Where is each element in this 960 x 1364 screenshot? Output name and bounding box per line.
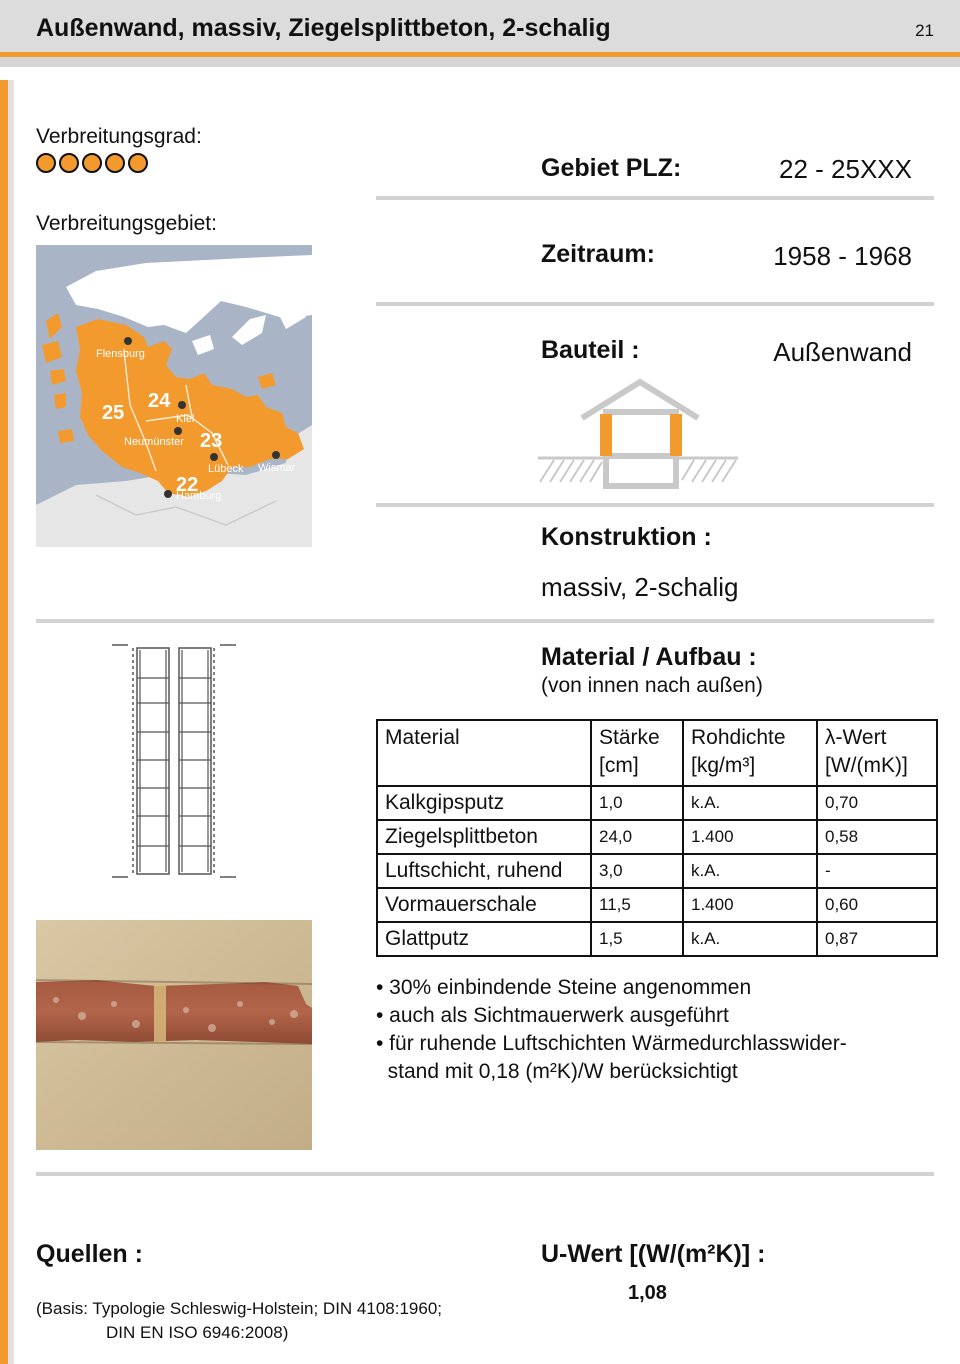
material-subheading: (von innen nach außen) — [541, 674, 763, 697]
cell-density: k.A. — [683, 922, 817, 956]
divider — [36, 1172, 934, 1176]
divider — [376, 196, 934, 200]
cell-lambda: 0,87 — [817, 922, 937, 956]
cell-density: 1.400 — [683, 820, 817, 854]
wall-photo — [36, 920, 312, 1150]
map-city-luebeck: Lübeck — [208, 463, 244, 475]
sources-line-1: (Basis: Typologie Schleswig-Holstein; DIN 4108:1960; — [36, 1299, 443, 1318]
map-region-24: 24 — [148, 390, 171, 412]
cell-density: k.A. — [683, 786, 817, 820]
period-label: Zeitraum: — [541, 240, 655, 268]
sources-line-2: DIN EN ISO 6946:2008) — [106, 1323, 289, 1342]
column-header-thickness: Stärke [cm] — [591, 720, 683, 786]
table-row — [377, 786, 937, 820]
side-accent-bar — [0, 80, 8, 1364]
cell-lambda: 0,58 — [817, 820, 937, 854]
map-city-kiel: Kiel — [176, 413, 195, 425]
cell-lambda: - — [817, 854, 937, 888]
cell-lambda: 0,70 — [817, 786, 937, 820]
rating-dot-icon — [128, 153, 148, 173]
spread-area-label: Verbreitungsgebiet: — [36, 212, 217, 235]
u-value-label: U-Wert [(W/(m²K)] : — [541, 1240, 766, 1268]
cell-thickness: 11,5 — [591, 888, 683, 922]
sources-text — [36, 1297, 442, 1345]
period-value: 1958 - 1968 — [773, 241, 912, 271]
page-header — [0, 0, 960, 52]
notes-list — [376, 974, 847, 1086]
divider — [36, 619, 934, 623]
plz-value: 22 - 25XXX — [779, 154, 912, 184]
header-grey-rule — [0, 57, 960, 67]
rating-dot-icon — [82, 153, 102, 173]
page-title: Außenwand, massiv, Ziegelsplittbeton, 2-schalig — [36, 14, 611, 42]
rating-dot-icon — [36, 153, 56, 173]
page-number: 21 — [915, 21, 934, 40]
map-graphic — [36, 245, 312, 547]
cell-thickness: 1,0 — [591, 786, 683, 820]
divider — [376, 302, 934, 306]
spread-rating — [36, 153, 148, 173]
material-table — [376, 719, 938, 957]
construction-value: massiv, 2-schalig — [541, 572, 739, 602]
component-value: Außenwand — [773, 337, 912, 367]
column-header-lambda: λ-Wert [W/(mK)] — [817, 720, 937, 786]
table-row — [377, 820, 937, 854]
distribution-map — [36, 245, 312, 547]
sources-heading: Quellen : — [36, 1240, 143, 1268]
table-row — [377, 854, 937, 888]
wall-section-drawing — [110, 640, 238, 885]
component-label: Bauteil : — [541, 336, 640, 364]
map-city-wismar: Wismar — [258, 462, 296, 474]
cell-density: 1.400 — [683, 888, 817, 922]
divider — [376, 503, 934, 507]
table-row — [377, 888, 937, 922]
plz-label: Gebiet PLZ: — [541, 154, 682, 182]
note-item: • auch als Sichtmauerwerk ausgeführt — [376, 1004, 729, 1027]
rating-dot-icon — [105, 153, 125, 173]
cell-material: Kalkgipsputz — [377, 786, 591, 820]
cell-lambda: 0,60 — [817, 888, 937, 922]
rating-dot-icon — [59, 153, 79, 173]
column-header-density: Rohdichte [kg/m³] — [683, 720, 817, 786]
house-component-icon — [536, 378, 740, 495]
u-value: 1,08 — [628, 1282, 667, 1304]
note-item: stand mit 0,18 (m²K)/W berücksichtigt — [376, 1060, 738, 1083]
map-city-hamburg: Hamburg — [176, 490, 222, 502]
map-region-23: 23 — [200, 430, 223, 452]
note-item: • für ruhende Luftschichten Wärmedurchlasswider- — [376, 1032, 847, 1055]
material-heading: Material / Aufbau : — [541, 643, 757, 671]
construction-label: Konstruktion : — [541, 523, 712, 551]
cell-material: Ziegelsplittbeton — [377, 820, 591, 854]
map-region-22: 22 — [176, 474, 199, 496]
spread-degree-label: Verbreitungsgrad: — [36, 125, 202, 148]
map-city-flensburg: Flensburg — [96, 348, 145, 360]
column-header-material: Material — [377, 720, 591, 786]
note-item: • 30% einbindende Steine angenommen — [376, 976, 752, 999]
cell-thickness: 3,0 — [591, 854, 683, 888]
cell-thickness: 24,0 — [591, 820, 683, 854]
cell-material: Glattputz — [377, 922, 591, 956]
map-city-neumuenster: Neumünster — [124, 436, 184, 448]
cell-density: k.A. — [683, 854, 817, 888]
table-row — [377, 922, 937, 956]
cell-material: Vormauerschale — [377, 888, 591, 922]
map-region-25: 25 — [102, 402, 125, 424]
table-header-row — [377, 720, 937, 786]
cell-material: Luftschicht, ruhend — [377, 854, 591, 888]
side-grey-bar — [8, 80, 14, 1364]
cell-thickness: 1,5 — [591, 922, 683, 956]
